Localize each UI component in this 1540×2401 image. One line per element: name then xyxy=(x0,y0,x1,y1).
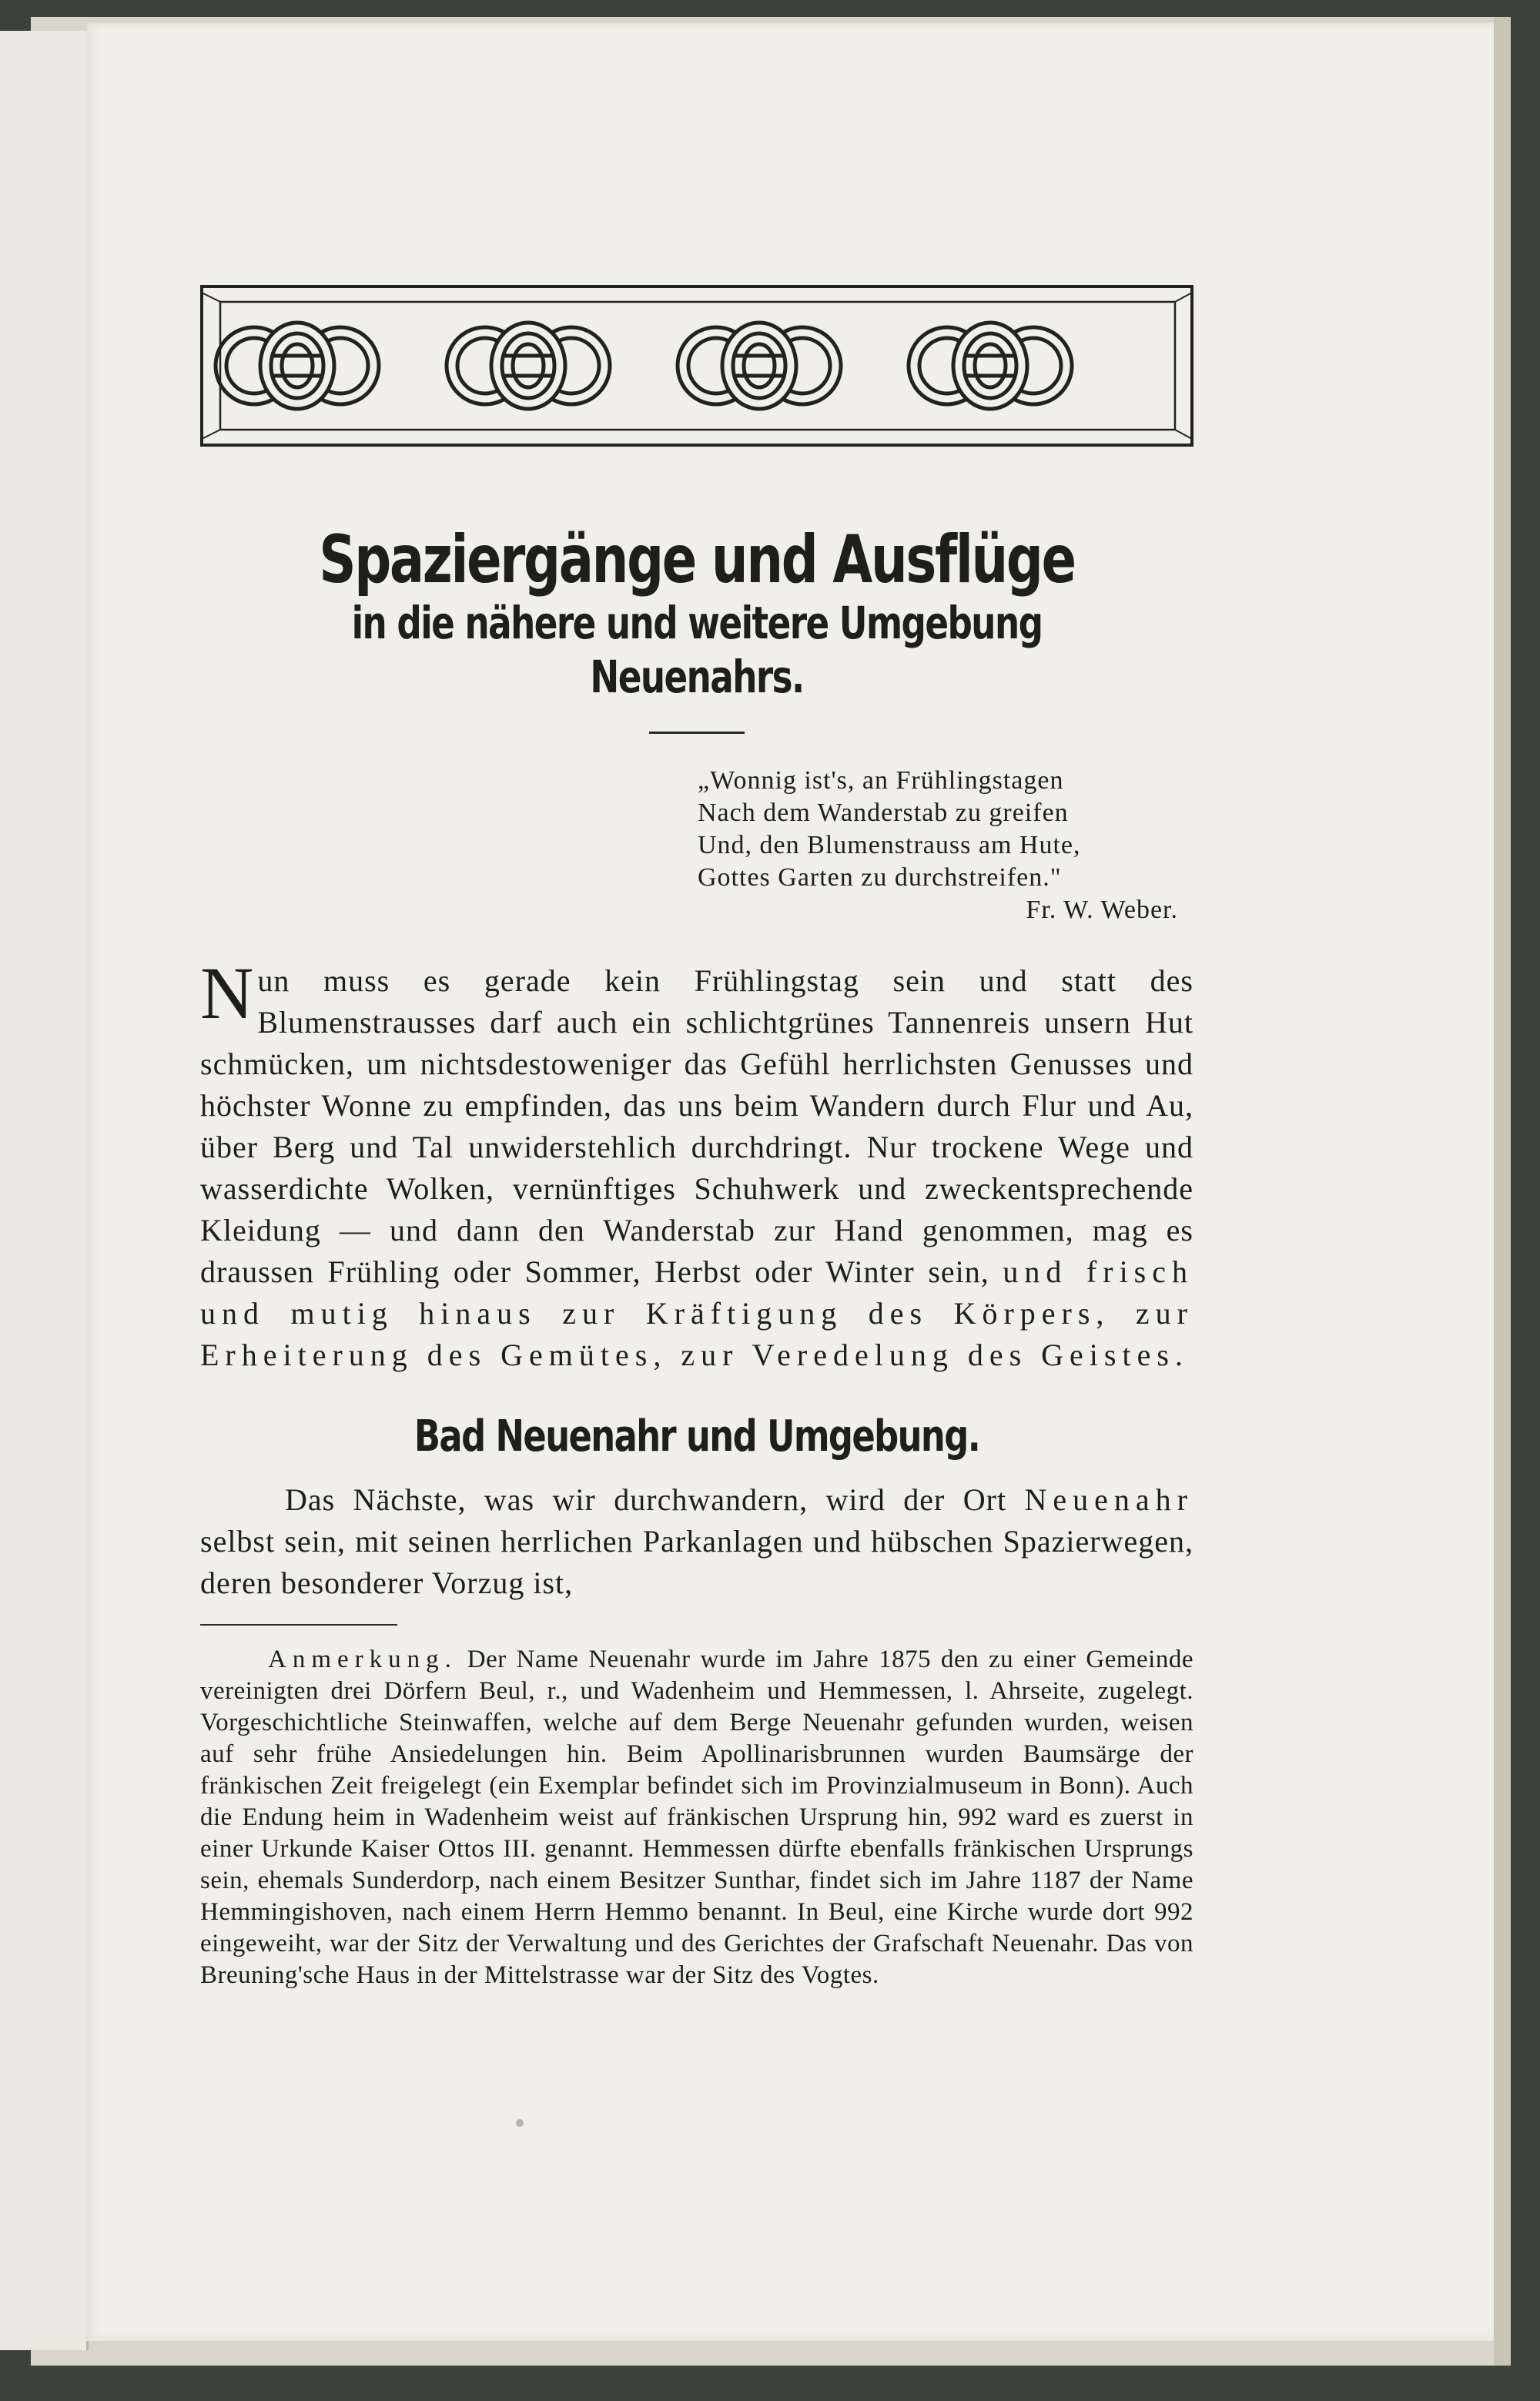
motto-author: Fr. W. Weber. xyxy=(1026,896,1178,924)
section-heading: Bad Neuenahr und Umgebung. xyxy=(413,1411,980,1462)
left-page-edge xyxy=(0,31,89,2350)
celtic-knot-border-icon xyxy=(200,285,1194,447)
section-text-end: selbst sein, mit seinen herrlichen Parkanlagen und hübschen Spazierwegen, deren besonderer Vorzug ist, xyxy=(200,1524,1194,1600)
section-paragraph xyxy=(200,1479,1194,1604)
footnote-label: Anmerkung. xyxy=(268,1646,457,1673)
intro-paragraph xyxy=(200,952,1194,1376)
intro-text: un muss es gerade kein Frühlingstag sein und statt des Blumenstrausses darf auch ein schlichtgrünes Tannenreis unsern Hut schmücken, um nichtsdestoweniger das Gefühl herrlichsten Genusses und höchster Wonne zu empfinden, das uns beim Wandern durch Flur und Au, über Berg und Tal unwiderstehlich durchdringt. Nur trockene Wege und wasserdichte Wolken, vernünftiges Schuhwerk und zweckentsprechende Kleidung — und dann den Wanderstab zur Hand genommen, mag es draussen Frühling oder Sommer, Herbst oder Winter sein, xyxy=(200,963,1194,1289)
motto-line: Und, den Blumenstrauss am Hute, xyxy=(698,831,1081,859)
title-divider xyxy=(649,732,745,734)
motto-line: „Wonnig ist's, an Frühlingstagen xyxy=(698,766,1064,795)
drop-cap: N xyxy=(200,952,255,1034)
motto-quote xyxy=(698,765,1198,926)
intro-emphasis: und frisch und mutig hinaus zur Kräftigung des Körpers, zur Erheiterung des Gemütes, zur Veredelung des Geistes. xyxy=(200,1254,1194,1372)
page-smudge xyxy=(516,2119,524,2127)
footnote-text: Der Name Neuenahr wurde im Jahre 1875 den zu einer Gemeinde vereinigten drei Dörfern Beul, r., und Wadenheim und Hemmessen, l. Ahrseite, zugelegt. Vorgeschichtliche Steinwaffen, welche auf dem Berge Neuenahr gefunden wurden, weisen auf sehr frühe Ansiedelungen hin. Beim Apollinarisbrunnen wurden Baumsärge der fränkischen Zeit freigelegt (ein Exemplar befindet sich im Provinzialmuseum in Bonn). Auch die Endung heim in Wadenheim weist auf fränkischen Ursprung hin, 992 ward es zuerst in einer Urkunde Kaiser Ottos III. genannt. Hemmessen dürfte ebenfalls fränkischen Ursprungs sein, ehemals Sunderdorp, nach einem Besitzer Sunthar, findet sich im Jahre 1187 der Name Hemmingishoven, nach einem Herrn Hemmo benannt. In Beul, eine Kirche wurde dort 992 eingeweiht, war der Sitz der Verwaltung und des Gerichtes der Grafschaft Neuenahr. Das von Breuning'sche Haus in der Mittelstrasse war der Sitz des Vogtes. xyxy=(200,1646,1194,1989)
section-place-name: Neuenahr xyxy=(1024,1482,1194,1517)
motto-line: Gottes Garten zu durchstreifen." xyxy=(698,863,1062,892)
footnote-divider xyxy=(200,1624,397,1626)
motto-line: Nach dem Wanderstab zu greifen xyxy=(698,799,1069,827)
footnote xyxy=(200,1644,1194,1991)
page-fore-edge xyxy=(1494,17,1511,2366)
page-subtitle: in die nähere und weitere Umgebung Neuenahrs. xyxy=(351,597,1043,703)
section-text-start: Das Nächste, was wir durchwandern, wird der Ort xyxy=(285,1482,1007,1517)
page-content xyxy=(200,285,1194,1991)
page-title: Spaziergänge und Ausflüge xyxy=(319,521,1075,598)
